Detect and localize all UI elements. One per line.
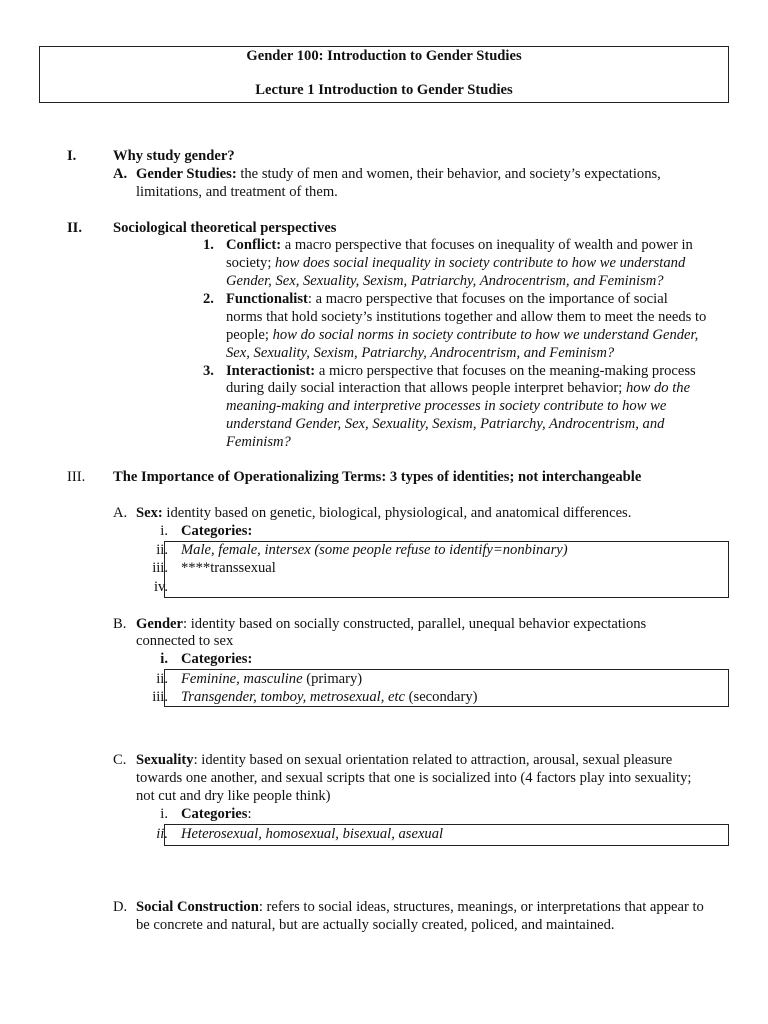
gender-categories-label: Categories:: [181, 651, 253, 667]
gender-primary: [181, 671, 362, 689]
sexuality-def-line3: not cut and dry like people think): [136, 788, 331, 804]
conflict-question1: how does social inequality in society contribute to how we understand: [275, 255, 686, 271]
gender-term: Gender: [136, 616, 184, 632]
functionalist-line3: [226, 327, 698, 345]
conflict-term: Conflict:: [226, 237, 282, 253]
gender-secondary-note: (secondary): [405, 689, 478, 705]
sex-marker: A.: [113, 505, 128, 521]
gender-marker: B.: [113, 616, 127, 632]
social-def-line2: be concrete and natural, but are actually socially created, policed, and maintained.: [136, 917, 615, 933]
gender-sub-num-2: ii.: [156, 671, 168, 687]
sex-sub-num-1: i.: [160, 523, 168, 539]
conflict-line2: [226, 255, 685, 273]
gender-studies-def: [136, 166, 661, 184]
interactionist-line1: [226, 363, 696, 381]
sex-term: Sex:: [136, 505, 163, 521]
gender-secondary-terms: Transgender, tomboy, metrosexual, etc: [181, 689, 406, 705]
section-3-heading: The Importance of Operationalizing Terms: 3 types of identities; not interchangeable: [113, 469, 642, 485]
sexuality-categories: [181, 806, 252, 824]
social-term: Social Construction: [136, 899, 259, 915]
gender-studies-line1: the study of men and women, their behavior, and society’s expectations,: [236, 166, 661, 182]
interactionist-line2: [226, 380, 690, 398]
interactionist-question4: Feminism?: [226, 434, 291, 450]
functionalist-line2: norms that hold society’s institutions together and allow them to meet the needs to: [226, 309, 707, 325]
social-def: [136, 899, 704, 917]
functionalist-text3: people;: [226, 327, 273, 343]
interactionist-text2: during daily social interaction that allows people interpret behavior;: [226, 380, 626, 396]
functionalist-question1: how do social norms in society contribute to how we understand Gender,: [272, 327, 699, 343]
interactionist-marker: 3.: [203, 363, 214, 379]
gender-primary-note: (primary): [302, 671, 363, 687]
functionalist-marker: 2.: [203, 291, 214, 307]
section-2-heading: Sociological theoretical perspectives: [113, 220, 337, 236]
section-1-heading: Why study gender?: [113, 148, 235, 164]
sex-sub-num-4: iv.: [153, 579, 168, 595]
sex-def: [136, 505, 631, 523]
social-def-text: : refers to social ideas, structures, meanings, or interpretations that appear to: [258, 899, 704, 915]
sex-sub-num-3: iii.: [152, 560, 168, 576]
course-title: Gender 100: Introduction to Gender Studies: [246, 48, 522, 64]
functionalist-text1: : a macro perspective that focuses on the importance of social: [307, 291, 668, 307]
gender-def: [136, 616, 646, 634]
gender-sub-num-1: i.: [160, 651, 168, 667]
sexuality-def-line2: towards one another, and sexual scripts that one is socialized into (4 factors play into sexuality;: [136, 770, 692, 786]
section-2-numeral: II.: [67, 220, 83, 236]
functionalist-question2: Sex, Sexuality, Sexism, Patriarchy, Androcentrism, and Feminism?: [226, 345, 615, 361]
sexuality-sub-num-1: i.: [160, 806, 168, 822]
sexuality-term: Sexuality: [136, 752, 194, 768]
sexuality-marker: C.: [113, 752, 127, 768]
sexuality-def-text: : identity based on sexual orientation related to attraction, arousal, sexual pleasure: [193, 752, 673, 768]
conflict-line1: [226, 237, 693, 255]
functionalist-line1: [226, 291, 668, 309]
gender-primary-terms: Feminine, masculine: [181, 671, 303, 687]
gender-secondary: [181, 689, 478, 707]
functionalist-term: Functionalist: [226, 291, 308, 307]
gender-def-text: : identity based on socially constructed, parallel, unequal behavior expectations: [183, 616, 647, 632]
sexuality-category-list: Heterosexual, homosexual, bisexual, asexual: [181, 826, 444, 842]
lecture-title: Lecture 1 Introduction to Gender Studies: [255, 82, 513, 98]
gender-studies-line2: limitations, and treatment of them.: [136, 184, 338, 200]
sex-sub-num-2: ii.: [156, 542, 168, 558]
gender-def-line2: connected to sex: [136, 633, 234, 649]
item-a-marker: A.: [113, 166, 128, 182]
conflict-question2: Gender, Sex, Sexuality, Sexism, Patriarchy, Androcentrism, and Feminism?: [226, 273, 664, 289]
sexuality-sub-num-2: ii.: [156, 826, 168, 842]
interactionist-text1: a micro perspective that focuses on the meaning-making process: [315, 363, 696, 379]
gender-sub-num-3: iii.: [152, 689, 168, 705]
sexuality-categories-colon: :: [247, 806, 252, 822]
conflict-marker: 1.: [203, 237, 214, 253]
interactionist-question3: understand Gender, Sex, Sexuality, Sexism, Patriarchy, Androcentrism, and: [226, 416, 665, 432]
section-1-numeral: I.: [67, 148, 77, 164]
sex-transsexual: ****transsexual: [181, 560, 276, 576]
section-3-numeral: III.: [67, 469, 86, 485]
interactionist-question2: meaning-making and interpretive processes in society contribute to how we: [226, 398, 667, 414]
sex-category-list: Male, female, intersex (some people refuse to identify=nonbinary): [181, 542, 568, 558]
gender-studies-term: Gender Studies:: [136, 166, 237, 182]
conflict-text1: a macro perspective that focuses on inequality of wealth and power in: [281, 237, 693, 253]
conflict-text2: society;: [226, 255, 276, 271]
social-marker: D.: [113, 899, 128, 915]
sex-def-text: identity based on genetic, biological, physiological, and anatomical differences.: [162, 505, 632, 521]
sexuality-def: [136, 752, 672, 770]
sexuality-categories-label: Categories: [181, 806, 248, 822]
sex-categories-label: Categories:: [181, 523, 253, 539]
interactionist-question1: how do the: [626, 380, 691, 396]
interactionist-term: Interactionist:: [226, 363, 316, 379]
